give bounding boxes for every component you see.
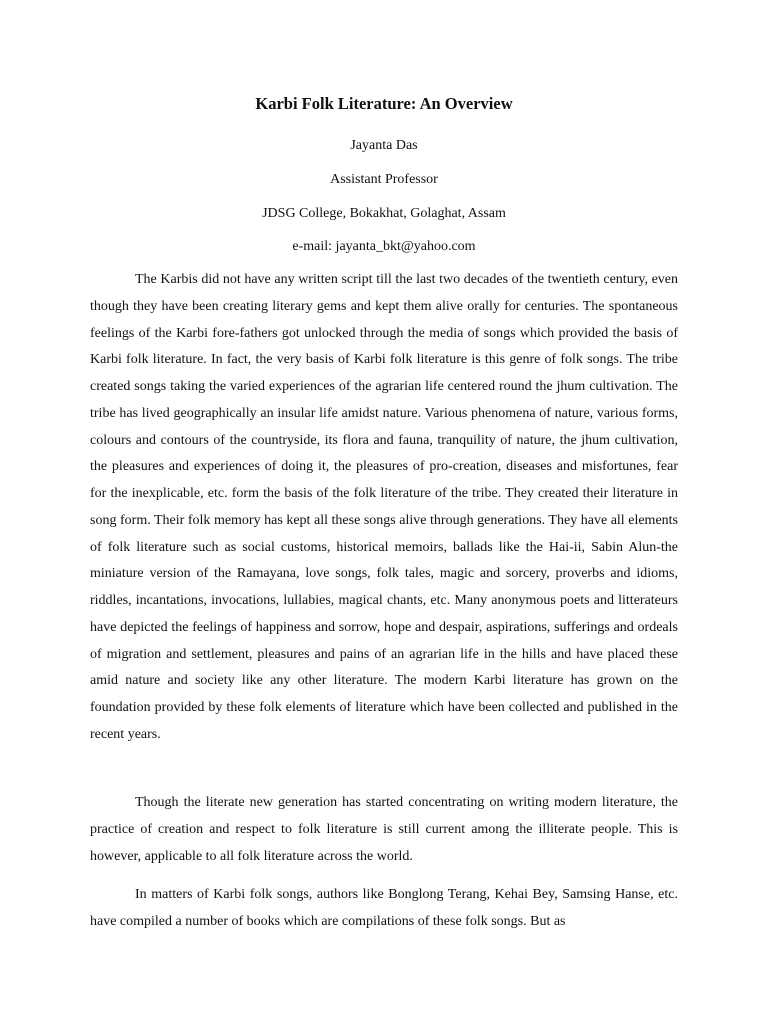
author-position: Assistant Professor <box>330 172 438 187</box>
author-affiliation: JDSG College, Bokakhat, Golaghat, Assam <box>262 206 506 221</box>
body-paragraph-3: In matters of Karbi folk songs, authors like Bonglong Terang, Kehai Bey, Samsing Hanse, etc. have compiled a number of books which are compilations of these folk songs. But as <box>90 887 678 929</box>
author-email: e-mail: jayanta_bkt@yahoo.com <box>292 239 476 254</box>
document-title: Karbi Folk Literature: An Overview <box>255 94 513 113</box>
author-name: Jayanta Das <box>350 138 418 153</box>
body-paragraph-1: The Karbis did not have any written script till the last two decades of the twentieth century, even though they have been creating literary gems and kept them alive orally for centuries. The spontaneous feelings of the Karbi fore-fathers got unlocked through the media of songs which provided the basis of Karbi folk literature. In fact, the very basis of Karbi folk literature is this genre of folk songs. The tribe created songs taking the varied experiences of the agrarian life centered round the jhum cultivation. The tribe has lived geographically an insular life amidst nature. Various phenomena of nature, various forms, colours and contours of the countryside, its flora and fauna, tranquility of nature, the jhum cultivation, the pleasures and experiences of doing it, the pleasures of pro-creation, diseases and misfortunes, fear for the inexplicable, etc. form the basis of the folk literature of the tribe. They created their literature in song form. Their folk memory has kept all these songs alive through generations. They have all elements of folk literature such as social customs, historical memoirs, ballads like the Hai-ii, Sabin Alun-the miniature version of the Ramayana, love songs, folk tales, magic and sorcery, proverbs and idioms, riddles, incantations, invocations, lullabies, magical chants, etc. Many anonymous poets and litterateurs have depicted the feelings of happiness and sorrow, hope and despair, aspirations, sufferings and ordeals of migration and settlement, pleasures and pains of an agrarian life in the hills and have placed these amid nature and society like any other literature. The modern Karbi literature has grown on the foundation provided by these folk elements of literature which have been collected and published in the recent years. <box>90 272 678 742</box>
body-paragraph-2: Though the literate new generation has started concentrating on writing modern literature, the practice of creation and respect to folk literature is still current among the illiterate people. This is however, applicable to all folk literature across the world. <box>90 795 678 864</box>
